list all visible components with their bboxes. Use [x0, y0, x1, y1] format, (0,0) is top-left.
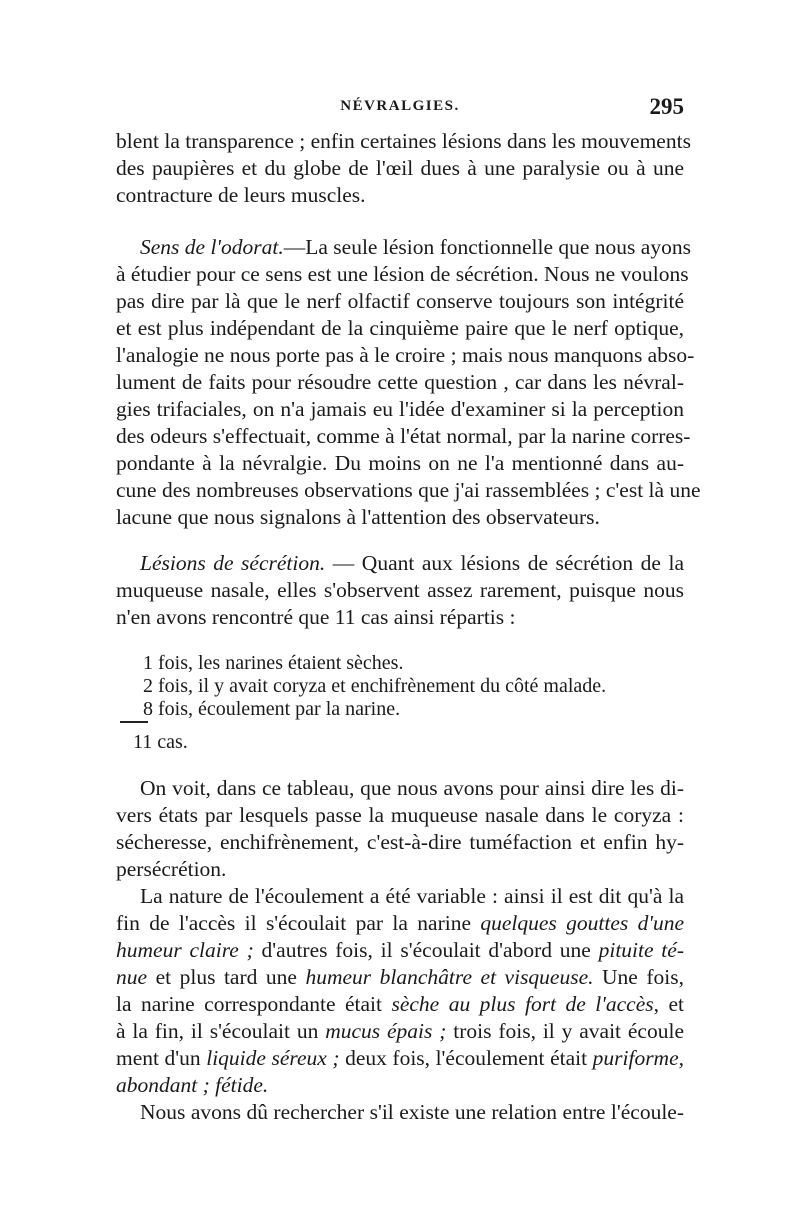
italic-span: pituite té- — [598, 938, 684, 962]
italic-span: humeur claire ; — [116, 938, 254, 962]
italic-span: liquide séreux ; — [206, 1046, 340, 1070]
text-span: deux fois, l'écoulement était — [339, 1046, 593, 1070]
text-line: contracture de leurs muscles. — [116, 183, 366, 207]
text-span: , et — [653, 992, 684, 1016]
text-line: La nature de l'écoulement a été variable : ainsi il est dit qu'à la — [140, 884, 684, 908]
section-heading-odorat: Sens de l'odorat. — [140, 235, 284, 259]
text-line: lument de faits pour résoudre cette question , car dans les névral- — [116, 370, 684, 394]
text-line: muqueuse nasale, elles s'observent assez rarement, puisque nous — [116, 578, 684, 602]
section-heading-secretion: Lésions de sécrétion. — [140, 551, 326, 575]
text-line: et est plus indépendant de la cinquième paire que le nerf optique, — [116, 316, 684, 340]
sum-rule — [120, 721, 148, 723]
italic-span: puriforme, — [592, 1046, 684, 1070]
page-number: 295 — [649, 94, 684, 119]
text-span: ment d'un — [116, 1046, 207, 1070]
text-line — [116, 991, 684, 1018]
running-head: NÉVRALGIES. — [340, 98, 460, 114]
text-line: pas dire par là que le nerf olfactif conserve toujours son intégrité — [116, 289, 684, 313]
text-line: pondante à la névralgie. Du moins on ne l'a mentionné dans au- — [116, 451, 684, 475]
text-line: blent la transparence ; enfin certaines lésions dans les mouvements — [116, 129, 691, 153]
text-line: cune des nombreuses observations que j'ai rassemblées ; c'est là une — [116, 478, 701, 502]
text-span: à la fin, il s'écoulait un — [116, 1019, 326, 1043]
text-line: à étudier pour ce sens est une lésion de sécrétion. Nous ne voulons — [116, 262, 689, 286]
italic-span: quelques gouttes d'une — [480, 911, 684, 935]
text-line — [116, 964, 684, 991]
text-span: Une fois, — [593, 965, 684, 989]
text-span: —La seule lésion fonctionnelle que nous ayons — [283, 235, 691, 259]
italic-span: humeur blanchâtre et visqueuse. — [305, 965, 594, 989]
text-line — [116, 1045, 684, 1072]
text-line — [116, 937, 684, 964]
text-line: n'en avons rencontré que 11 cas ainsi répartis : — [116, 605, 516, 629]
text-line: des paupières et du globe de l'œil dues à une paralysie ou à une — [116, 156, 684, 180]
paragraph-first-line — [140, 234, 691, 261]
text-line — [116, 1018, 684, 1045]
text-line: abondant ; fétide. — [116, 1073, 269, 1097]
tally-row: 8 fois, écoulement par la narine. — [143, 698, 401, 720]
page-header — [116, 96, 684, 126]
italic-span: sèche au plus fort de l'accès — [391, 992, 654, 1016]
text-line: lacune que nous signalons à l'attention des observateurs. — [116, 505, 600, 529]
text-span: d'autres fois, il s'écoulait d'abord une — [253, 938, 599, 962]
italic-span: nue — [116, 965, 148, 989]
italic-span: mucus épais ; — [325, 1019, 447, 1043]
text-line: On voit, dans ce tableau, que nous avons pour ainsi dire les di- — [140, 776, 684, 800]
text-line — [116, 910, 684, 937]
text-line: sécheresse, enchifrènement, c'est-à-dire tuméfaction et enfin hy- — [116, 830, 684, 854]
text-line: l'analogie ne nous porte pas à le croire ; mais nous manquons abso- — [116, 343, 695, 367]
text-line: persécrétion. — [116, 857, 227, 881]
text-span: la narine correspondante était — [116, 992, 392, 1016]
text-line: des odeurs s'effectuait, comme à l'état normal, par la narine corres- — [116, 424, 691, 448]
paragraph-first-line — [140, 550, 684, 577]
text-line: gies trifaciales, on n'a jamais eu l'idée d'examiner si la perception — [116, 397, 684, 421]
text-span: fin de l'accès il s'écoulait par la narine — [116, 911, 481, 935]
text-line: Nous avons dû rechercher s'il existe une relation entre l'écoule- — [140, 1100, 684, 1124]
text-line: vers états par lesquels passe la muqueuse nasale dans le coryza : — [116, 803, 684, 827]
text-span: — Quant aux lésions de sécrétion de la — [325, 551, 684, 575]
text-span: trois fois, il y avait écoule — [446, 1019, 684, 1043]
tally-row: 2 fois, il y avait coryza et enchifrènement du côté malade. — [143, 675, 607, 697]
text-span: et plus tard une — [147, 965, 306, 989]
tally-row: 1 fois, les narines étaient sèches. — [143, 652, 404, 674]
tally-total: 11 cas. — [133, 731, 188, 753]
